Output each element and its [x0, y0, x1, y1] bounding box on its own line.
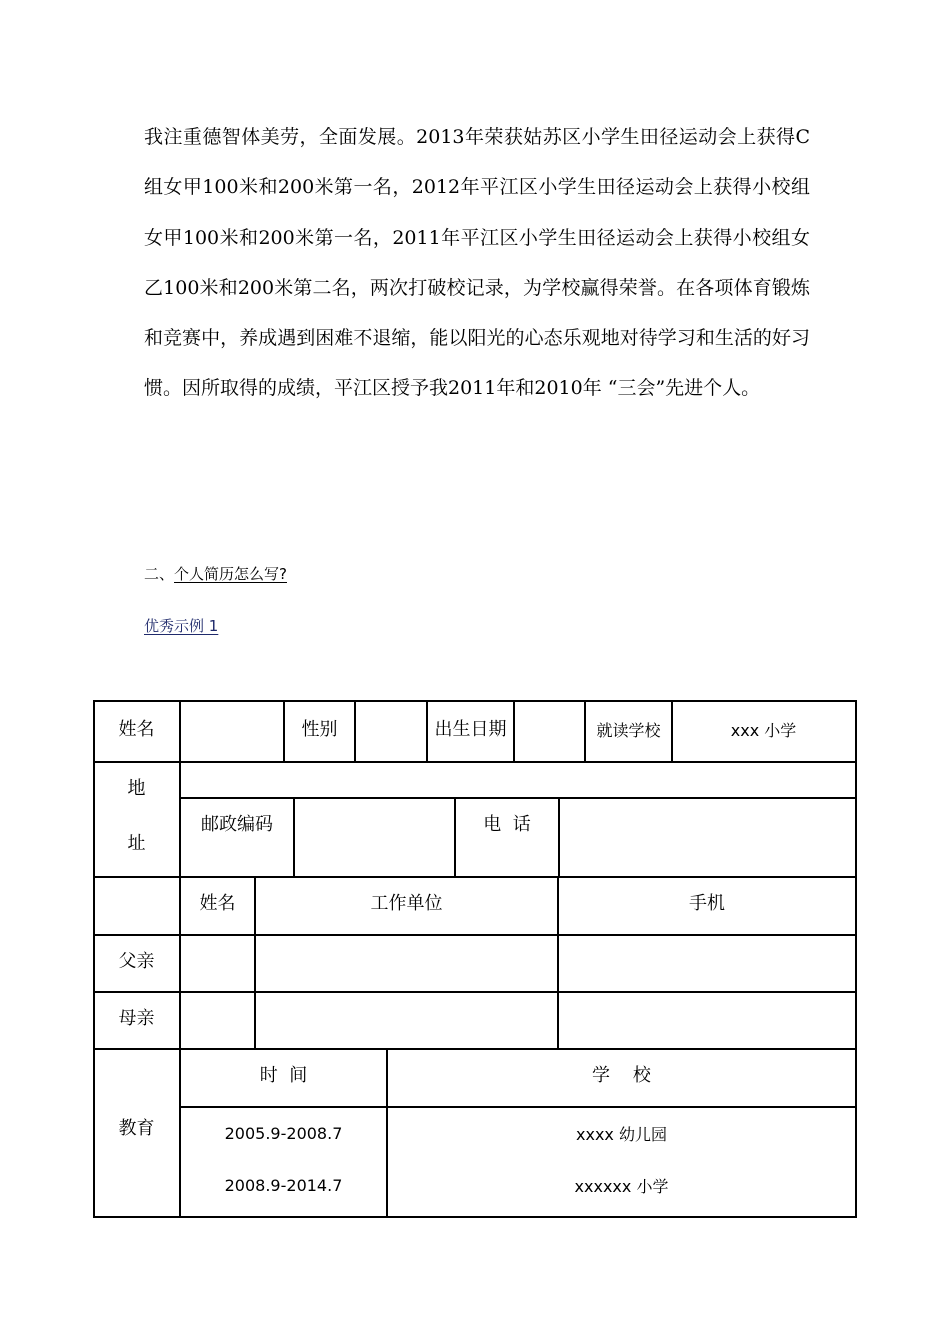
- school-value: xxx 小学: [730, 721, 797, 740]
- father-mobile-field[interactable]: [559, 936, 855, 991]
- work-unit-header: 工作单位: [370, 893, 443, 914]
- address-label-top: 地: [127, 778, 146, 799]
- postal-code-label: 邮政编码: [201, 814, 273, 835]
- example-link[interactable]: 优秀示例 1: [144, 617, 219, 635]
- school-label: 就读学校: [596, 721, 661, 740]
- mother-name-field[interactable]: [181, 993, 254, 1048]
- school-header: 学 校: [592, 1065, 651, 1086]
- postal-code-field[interactable]: [295, 799, 454, 876]
- mother-mobile-field[interactable]: [559, 993, 855, 1048]
- name-field[interactable]: [181, 702, 283, 761]
- essay-paragraph: 我注重德智体美劳，全面发展。2013年荣获姑苏区小学生田径运动会上获得C组女甲100米和200米第一名，2012年平江区小学生田径运动会上获得小校组女甲100米和200米第一名，2011年平江区小学生田径运动会上获得小校组女乙100米和200米第二名，两次打破校记录，为学校赢得荣誉。在各项体育锻炼和竞赛中，养成遇到困难不退缩，能以阳光的心态乐观地对待学习和生活的好习惯。因所取得的成绩，平江区授予我2011年和2010年 “三会”先进个人。: [144, 126, 810, 400]
- section-number: 二、: [144, 565, 175, 583]
- education-school: xxxxxx 小学: [574, 1176, 669, 1196]
- section-title: 个人简历怎么写?: [174, 565, 287, 583]
- gender-label: 性别: [301, 718, 338, 740]
- address-label-bottom: 址: [127, 833, 146, 854]
- phone-field[interactable]: [560, 799, 855, 876]
- parent-name-header: 姓名: [199, 893, 236, 914]
- name-label: 姓名: [118, 718, 155, 740]
- mother-label: 母亲: [118, 1008, 155, 1029]
- address-field[interactable]: [181, 763, 855, 797]
- time-header: 时 间: [259, 1065, 308, 1086]
- education-time: 2005.9-2008.7: [224, 1123, 343, 1143]
- education-time: 2008.9-2014.7: [224, 1175, 343, 1195]
- resume-form: [93, 700, 857, 1218]
- mobile-header: 手机: [689, 893, 725, 914]
- education-label: 教育: [118, 1118, 155, 1139]
- gender-field[interactable]: [356, 702, 426, 761]
- form-border-bottom: [93, 1216, 857, 1218]
- education-school: xxxx 幼儿园: [576, 1124, 667, 1144]
- birth-date-field[interactable]: [515, 702, 584, 761]
- section-heading: [144, 563, 287, 584]
- form-rule: [180, 1106, 857, 1108]
- phone-label: 电 话: [483, 814, 531, 835]
- father-label: 父亲: [118, 951, 155, 972]
- birth-date-label: 出生日期: [434, 718, 507, 740]
- father-work-field[interactable]: [256, 936, 557, 991]
- father-name-field[interactable]: [181, 936, 254, 991]
- mother-work-field[interactable]: [256, 993, 557, 1048]
